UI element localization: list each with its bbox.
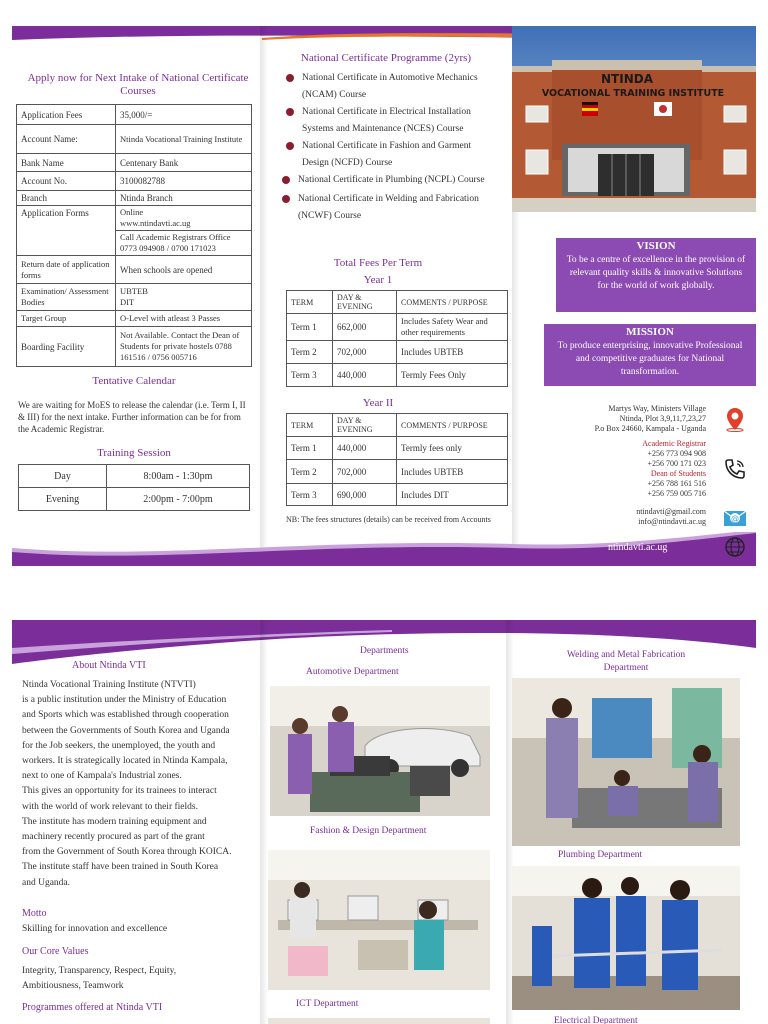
session-time: 2:00pm - 7:00pm (107, 488, 250, 511)
row-label: Account No. (17, 172, 116, 191)
building-sign-line1: NTINDA (601, 72, 653, 86)
panel-programme-fees (268, 26, 512, 566)
list-item (276, 191, 488, 225)
table-row (17, 311, 252, 327)
row-label: Application Fees (17, 105, 116, 125)
column-header: COMMENTS / PURPOSE (397, 414, 508, 437)
table-row (17, 154, 252, 172)
table-row (17, 191, 252, 206)
term-cell: Term 1 (287, 314, 333, 341)
panel-workshops (506, 620, 756, 1024)
building-photo (512, 26, 756, 212)
text-line: between the Governments of South Korea and Uganda (22, 725, 230, 736)
table-row (17, 125, 252, 154)
text-line: next to one of Kampala's Industrial zones. (22, 771, 182, 782)
programme-label: National Certificate in Welding and Fabrication (NCWF) Course (298, 194, 479, 221)
panel-about (12, 620, 260, 1024)
row-label: Branch (17, 191, 116, 206)
bullet-icon (286, 108, 294, 116)
panel-vision-contacts (512, 26, 756, 566)
row-label: Return date of application forms (17, 256, 116, 284)
calendar-text: We are waiting for MoES to release the calendar (i.e. Term I, II & III) for the next intake. Further information can be for from the Academic Registrar. (18, 400, 246, 434)
address-line: P.o Box 24660, Kampala - Uganda (594, 424, 706, 433)
calendar-title: Tentative Calendar (92, 375, 176, 387)
text-line: and Uganda. (22, 877, 71, 888)
row-value: When schools are opened (116, 256, 252, 284)
location-pin-icon (722, 406, 748, 432)
row-value: Ntinda Vocational Training Institute (116, 125, 252, 154)
list-item (276, 70, 488, 104)
term-cell: Term 2 (287, 460, 333, 484)
vision-box (556, 238, 756, 312)
comment-cell: Includes UBTEB (397, 460, 508, 484)
departments-title: Departments (360, 646, 409, 656)
core-values-text: Integrity, Transparency, Respect, Equity, Ambitiousness, Teamwork (22, 966, 177, 992)
table-row (19, 488, 250, 511)
phone-icon (722, 456, 748, 482)
email-icon (722, 504, 748, 530)
term-cell: Term 3 (287, 364, 333, 387)
list-item (276, 172, 488, 189)
table-row (287, 460, 508, 484)
fashion-caption: Fashion & Design Department (310, 826, 427, 836)
svg-text:@: @ (731, 514, 739, 523)
plumbing-photo (512, 866, 740, 1010)
phone-number: +256 700 171 023 (647, 459, 706, 468)
building-illustration (512, 26, 756, 212)
text-line: is a public institution under the Ministry of Education (22, 695, 227, 706)
amount-cell: 440,000 (333, 364, 397, 387)
fees-year1-table (286, 290, 508, 387)
row-value: 35,000/= (116, 105, 252, 125)
application-call: Call Academic Registrars Office 0773 094908 / 0700 171023 (120, 232, 231, 253)
fashion-photo (268, 850, 490, 990)
address-block (595, 404, 706, 434)
row-label: Target Group (17, 311, 116, 327)
mission-title: MISSION (626, 326, 674, 338)
session-name: Evening (19, 488, 107, 511)
row-value: Ntinda Branch (116, 191, 252, 206)
table-row (17, 327, 252, 367)
bullet-icon (282, 195, 290, 203)
comment-cell: Termly fees only (397, 437, 508, 460)
session-title: Training Session (97, 447, 171, 459)
programme-label: National Certificate in Plumbing (NCPL) Course (298, 175, 485, 185)
globe-icon (724, 536, 746, 558)
row-value: O-Level with atleast 3 Passes (116, 311, 252, 327)
text-line: This gives an opportunity for its trainees to interact (22, 786, 217, 797)
electrical-caption: Electrical Department (554, 1016, 638, 1024)
text-line: The institute staff have been trained in South Korea (22, 862, 219, 873)
programme-label: National Certificate in Fashion and Garment Design (NCFD) Course (302, 141, 472, 168)
amount-cell: 690,000 (333, 484, 397, 506)
building-sign-line2: VOCATIONAL TRAINING INSTITUTE (541, 88, 725, 99)
session-time: 8:00am - 1:30pm (107, 465, 250, 488)
email-address: info@ntindavti.ac.ug (638, 517, 706, 526)
term-cell: Term 3 (287, 484, 333, 506)
about-text (22, 678, 260, 891)
registrar-label: Academic Registrar (642, 439, 706, 448)
text-line: Ntinda Vocational Training Institute (NTVTI) (22, 680, 196, 690)
programmes-title: Programmes offered at Ntinda VTI (22, 1002, 163, 1013)
term-cell: Term 2 (287, 341, 333, 364)
text-line: The institute has modern training equipment and (22, 816, 207, 827)
automotive-caption: Automotive Department (306, 667, 399, 677)
row-value: UBTEB DIT (116, 284, 252, 311)
programme-label: National Certificate in Electrical Installation Systems and Maintenance (NCES) Course (302, 107, 471, 134)
comment-cell: Includes Safety Wear and other requirements (397, 314, 508, 341)
table-row (17, 284, 252, 311)
application-online: Online www.ntindavti.ac.ug (116, 206, 251, 231)
email-address: ntindavti@gmail.com (636, 507, 706, 516)
row-value: 3100082788 (116, 172, 252, 191)
amount-cell: 662,000 (333, 314, 397, 341)
website-label: ntindavti.ac.ug (608, 542, 668, 553)
row-label: Bank Name (17, 154, 116, 172)
table-row (287, 341, 508, 364)
column-header: DAY & EVENING (333, 291, 397, 314)
table-header-row (287, 291, 508, 314)
comment-cell: Includes UBTEB (397, 341, 508, 364)
brochure-inside (12, 620, 756, 1024)
motto-text: Skilling for innovation and excellence (22, 924, 168, 934)
text-line: and Sports which was established through cooperation (22, 710, 229, 721)
term-cell: Term 1 (287, 437, 333, 460)
motto-title: Motto (22, 908, 47, 919)
table-row (17, 256, 252, 284)
table-row (17, 105, 252, 125)
ict-photo-edge (268, 1018, 490, 1024)
row-value: Centenary Bank (116, 154, 252, 172)
vision-title: VISION (636, 240, 676, 252)
panel-apply (12, 26, 260, 566)
amount-cell: 702,000 (333, 460, 397, 484)
column-header: DAY & EVENING (333, 414, 397, 437)
ict-caption: ICT Department (296, 999, 359, 1009)
table-row (287, 437, 508, 460)
apply-table (16, 104, 252, 367)
table-header-row (287, 414, 508, 437)
text-line: for the Job seekers, the unemployed, the youth and (22, 740, 216, 751)
fold-shadow (260, 26, 268, 566)
text-line: with the world of work relevant to their fields. (22, 801, 198, 812)
comment-cell: Termly Fees Only (397, 364, 508, 387)
phone-number: +256 773 094 908 (647, 449, 706, 458)
list-item (276, 104, 488, 138)
row-label: Examination/ Assessment Bodies (17, 284, 116, 311)
comment-cell: Includes DIT (397, 484, 508, 506)
email-block (636, 507, 706, 527)
amount-cell: 440,000 (333, 437, 397, 460)
row-label: Application Forms (17, 206, 116, 256)
column-header: TERM (287, 414, 333, 437)
automotive-photo (270, 686, 490, 816)
programme-label: National Certificate in Automotive Mechanics (NCAM) Course (302, 73, 478, 100)
bullet-icon (282, 176, 290, 184)
year1-title: Year 1 (363, 274, 393, 286)
phones-block (642, 439, 706, 499)
year2-title: Year II (362, 397, 394, 409)
phone-number: +256 788 161 516 (647, 479, 706, 488)
bullet-icon (286, 74, 294, 82)
table-row (287, 484, 508, 506)
mission-text: To produce enterprising, innovative Professional and competitive graduates for National transformation. (557, 341, 743, 377)
fees-title: Total Fees Per Term (333, 257, 423, 269)
bullet-icon (286, 142, 294, 150)
phone-number: +256 759 005 716 (647, 489, 706, 498)
programme-title: National Certificate Programme (2yrs) (300, 52, 472, 64)
column-header: TERM (287, 291, 333, 314)
panel-departments (260, 620, 506, 1024)
table-row (19, 465, 250, 488)
text-line: workers. It is strategically located in Ntinda Kampala, (22, 756, 228, 767)
vision-text: To be a centre of excellence in the provision of relevant quality skills & innovative Solutions for the world of work globally. (566, 255, 746, 291)
text-line: machinery recently procured as part of the grant (22, 832, 205, 843)
fees-year2-table (286, 413, 508, 506)
mission-box (544, 324, 756, 386)
table-row (17, 172, 252, 191)
row-label: Boarding Facility (17, 327, 116, 367)
brochure-outside (12, 26, 756, 566)
row-label: Account Name: (17, 125, 116, 154)
welding-photo (512, 678, 740, 846)
address-line: Martys Way, Ministers Village (608, 404, 706, 413)
programme-list (276, 70, 488, 225)
plumbing-caption: Plumbing Department (558, 850, 643, 860)
apply-title: Apply now for Next Intake of National Certificate Courses (27, 72, 249, 97)
core-values-title: Our Core Values (22, 946, 89, 957)
welding-caption: Welding and Metal Fabrication Department (566, 650, 686, 673)
session-name: Day (19, 465, 107, 488)
table-row (287, 314, 508, 341)
about-title: About Ntinda VTI (72, 660, 146, 671)
list-item (276, 138, 488, 172)
dean-label: Dean of Students (650, 469, 706, 478)
table-row (17, 206, 252, 256)
fees-note: NB: The fees structures (details) can be received from Accounts (286, 515, 491, 524)
text-line: from the Government of South Korea through KOICA. (22, 847, 232, 858)
row-value (116, 206, 252, 256)
session-table (18, 464, 250, 511)
table-row (287, 364, 508, 387)
amount-cell: 702,000 (333, 341, 397, 364)
address-line: Ntinda, Plot 3,9,11,7,23,27 (619, 414, 706, 423)
column-header: COMMENTS / PURPOSE (397, 291, 508, 314)
row-value: Not Available. Contact the Dean of Students for private hostels 0788 161516 / 0756 005716 (116, 327, 252, 367)
